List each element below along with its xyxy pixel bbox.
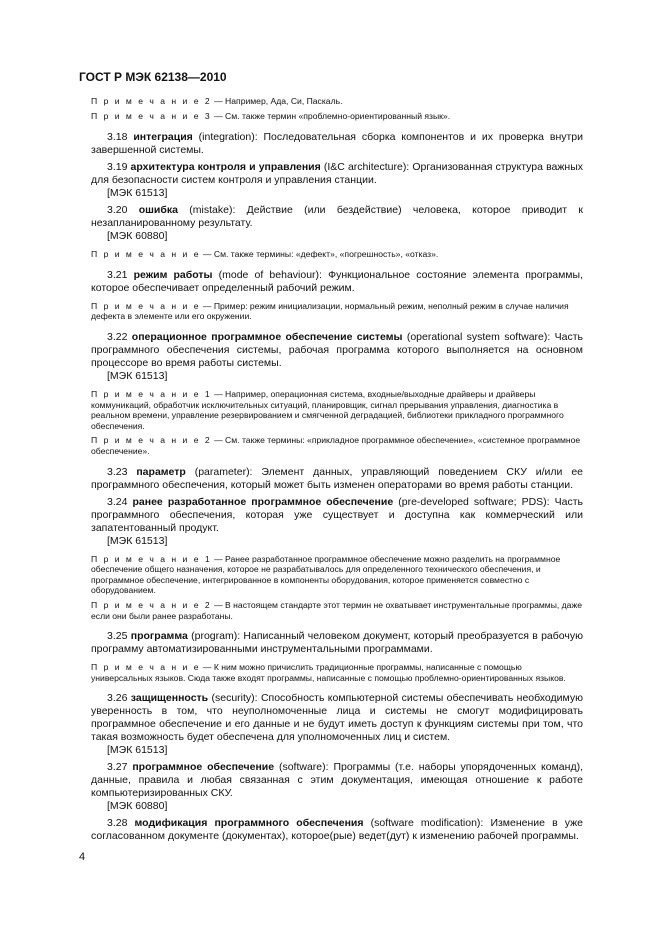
note-block: П р и м е ч а н и е 2 — Например, Ада, Си, Паскаль. (91, 96, 343, 106)
term-definition: 3.25 программа (program): Написанный человеком документ, который преобразуется в рабочую программу автоматизированными инструментальными программами. (91, 630, 583, 656)
source-reference: [МЭК 61513] (107, 534, 168, 547)
term-definition: 3.28 модификация программного обеспечения (software modification): Изменение в уже согласованном документе (документах), которое(рые) ведет(дут) к изменению рабочей программы. (91, 817, 584, 843)
note-block: П р и м е ч а н и е 2 — В настоящем стандарте этот термин не охватывает инструментальные программы, даже если они были ранее разработаны. (91, 599, 582, 621)
document-body (91, 96, 583, 843)
source-reference: [МЭК 61513] (107, 369, 168, 382)
source-reference: [МЭК 61513] (107, 744, 168, 757)
term-definition: 3.20 ошибка (mistake): Действие (или бездействие) человека, которое приводит к незапланированному результату. (91, 204, 583, 230)
term-name: архитектура контроля и управления (130, 161, 321, 174)
term-name: ранее разработанное программное обеспечение (132, 495, 394, 508)
note-block: П р и м е ч а н и е — Пример: режим инициализации, нормальный режим, неполный режим в случае наличия дефекта в элементе или его окружении. (91, 300, 569, 322)
source-reference: [МЭК 61513] (107, 187, 168, 200)
page-number: 4 (79, 851, 86, 863)
document-header: ГОСТ Р МЭК 62138—2010 (79, 70, 227, 84)
term-definition: 3.24 ранее разработанное программное обеспечение (pre-developed software; PDS): Часть программного обеспечения, которая уже существует и доступна как коммерческий или запатентованный продукт. (91, 495, 584, 534)
term-name: модификация программного обеспечения (134, 817, 364, 830)
term-definition: 3.21 режим работы (mode of behaviour): Функциональное состояние элемента программы, которое обеспечивает определенный рабочий режим. (91, 268, 583, 294)
note-block: П р и м е ч а н и е 2 — См. также термины: «прикладное программное обеспечение», «системное программное обеспечение». (91, 435, 581, 456)
term-definition: 3.26 защищенность (security): Способность компьютерной системы обеспечивать необходимую уверенность в том, что неуполномоченные лица и системы не смогут модифицировать программное обеспечение и его данные и не будут иметь доступ к функциям системы при том, что такая возможность будет обеспечена для уполномоченных лиц и систем. (91, 692, 583, 744)
source-reference: [МЭК 60880] (107, 800, 168, 813)
term-name: интеграция (133, 131, 193, 144)
term-definition: 3.27 программное обеспечение (software): Программы (т.е. наборы упорядоченных команд), данные, правила и любая связанная с этим документация, имеющая отношение к работе компьютеризированных СКУ. (91, 761, 583, 800)
term-definition: 3.19 архитектура контроля и управления (I&C architecture): Организованная структура важных для безопасности систем контроля и управления станции. (91, 161, 584, 187)
term-name: операционное программное обеспечение системы (131, 330, 403, 343)
term-name: параметр (136, 465, 186, 478)
term-definition: 3.22 операционное программное обеспечение системы (operational system software): Часть программного обеспечения системы, рабочая программа которого выполняется на основном процессоре во время работы системы. (91, 330, 584, 369)
term-name: программа (130, 630, 188, 643)
note-block: П р и м е ч а н и е — К ним можно причислить традиционные программы, написанные с помощью универсальных языков. Сюда также входят программы, написанные с помощью проблемно-ориентированных языков. (91, 662, 566, 683)
term-name: программное обеспечение (132, 761, 275, 774)
term-name: защищенность (130, 692, 209, 705)
term-definition: 3.23 параметр (parameter): Элемент данных, управляющий поведением СКУ и/или ее программного обеспечения, который может быть изменен операторами во время работы станции. (91, 465, 583, 491)
term-name: режим работы (133, 268, 213, 281)
note-block: П р и м е ч а н и е 3 — См. также термин «проблемно-ориентированный язык». (91, 110, 451, 121)
note-block: П р и м е ч а н и е — См. также термины: «дефект», «погрешность», «отказ». (91, 249, 439, 260)
term-name: ошибка (138, 204, 178, 217)
term-definition: 3.18 интеграция (integration): Последовательная сборка компонентов и их проверка внутри завершенной системы. (91, 131, 584, 157)
source-reference: [МЭК 60880] (107, 230, 168, 243)
note-block: П р и м е ч а н и е 1 — Ранее разработанное программное обеспечение можно разделить на программное обеспечение общего назначения, которое не разрабатывалось для определенного технического обеспечения, и программное обеспечение, интегрированное в компоненты оборудования, которое применяется совместно с оборудованием. (91, 553, 561, 596)
note-block: П р и м е ч а н и е 1 — Например, операционная система, входные/выходные драйверы и драйверы коммуникаций, обработчик исключительных ситуаций, планировщик, сигнал прерывания управления, диагностика в реальном времени, управление резервированием и смягченной деградацией, библиотеки прикладного программного обеспечения. (91, 388, 564, 431)
